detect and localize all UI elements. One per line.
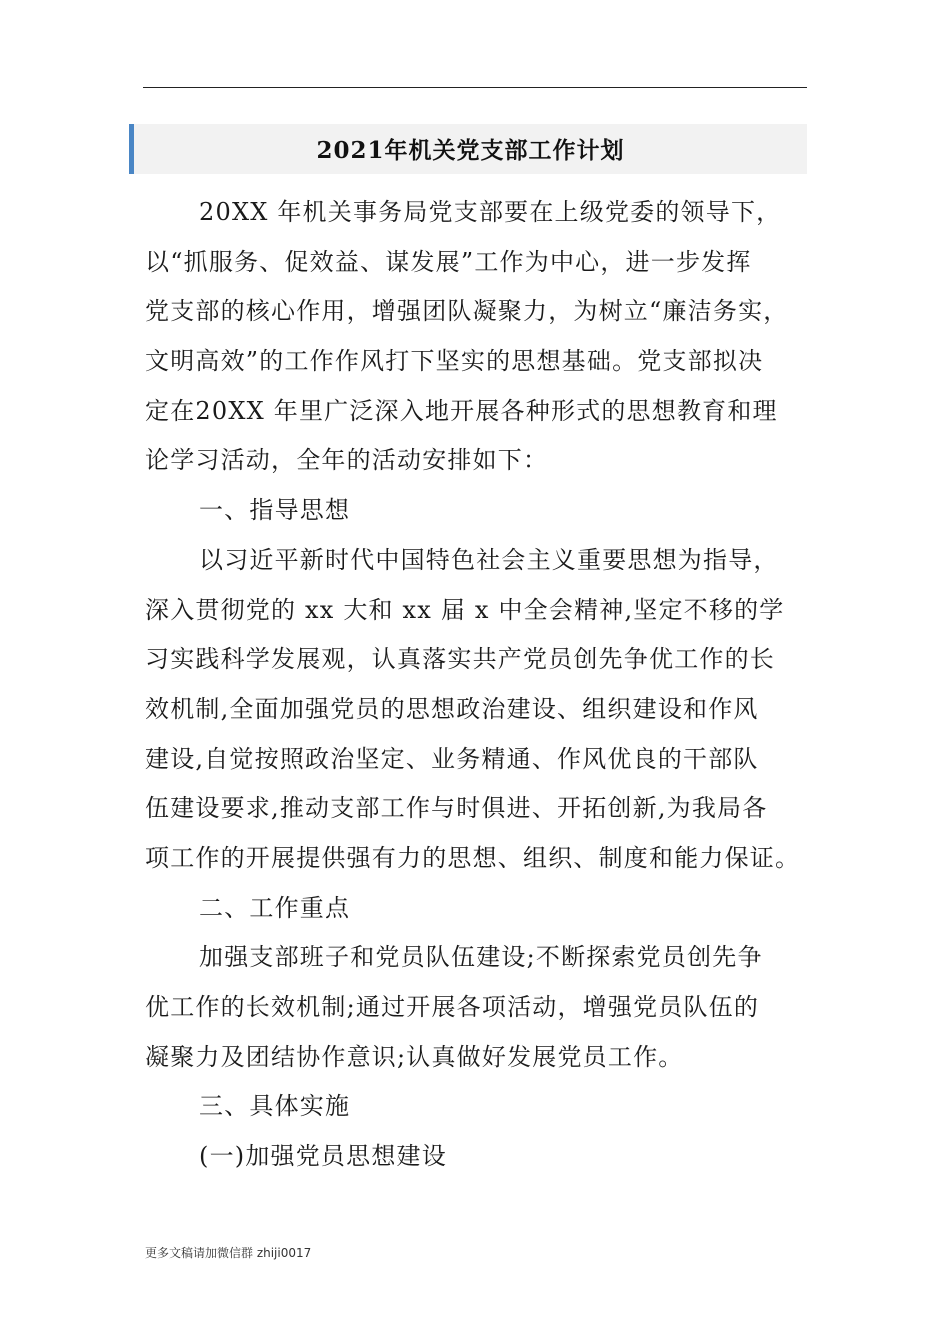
- section-heading: 三、具体实施: [199, 1092, 351, 1121]
- paragraph-line: 定在20XX 年里广泛深入地开展各种形式的思想教育和理: [145, 396, 778, 425]
- paragraph-line: 习实践科学发展观，认真落实共产党员创先争优工作的长: [145, 645, 775, 674]
- section-heading: 一、指导思想: [199, 496, 351, 525]
- paragraph-line: 文明高效”的工作作风打下坚实的思想基础。党支部拟决: [145, 347, 764, 376]
- paragraph-line: 党支部的核心作用，增强团队凝聚力，为树立“廉洁务实，: [145, 297, 789, 326]
- paragraph-line: 论学习活动，全年的活动安排如下：: [145, 446, 549, 475]
- section-heading: 二、工作重点: [199, 893, 351, 922]
- paragraph-line: 加强支部班子和党员队伍建设;不断探索党员创先争: [199, 943, 763, 972]
- paragraph-line: 项工作的开展提供强有力的思想、组织、制度和能力保证。: [145, 843, 801, 872]
- header-rule: [143, 87, 807, 88]
- paragraph-line: 以“抓服务、促效益、谋发展”工作为中心，进一步发挥: [145, 247, 752, 276]
- footer-note: 更多文稿请加微信群 zhiji0017: [145, 1246, 312, 1260]
- paragraph-line: 优工作的长效机制;通过开展各项活动，增强党员队伍的: [145, 993, 760, 1021]
- paragraph-line: 效机制,全面加强党员的思想政治建设、组织建设和作风: [145, 694, 759, 723]
- paragraph-line: 凝聚力及团结协作意识;认真做好发展党员工作。: [145, 1042, 684, 1071]
- subsection-heading: (一)加强党员思想建设: [199, 1142, 447, 1171]
- paragraph-line: 以习近平新时代中国特色社会主义重要思想为指导，: [199, 545, 779, 574]
- paragraph-line: 20XX 年机关事务局党支部要在上级党委的领导下，: [199, 198, 782, 226]
- title-banner: [129, 124, 807, 174]
- paragraph-line: 深入贯彻党的 xx 大和 xx 届 x 中全会精神,坚定不移的学: [145, 595, 785, 624]
- document-body: [145, 188, 820, 1182]
- paragraph-line: 伍建设要求,推动支部工作与时俱进、开拓创新,为我局各: [145, 794, 768, 823]
- paragraph-line: 建设,自觉按照政治坚定、业务精通、作风优良的干部队: [145, 744, 759, 773]
- document-title: 2021年机关党支部工作计划: [316, 137, 625, 164]
